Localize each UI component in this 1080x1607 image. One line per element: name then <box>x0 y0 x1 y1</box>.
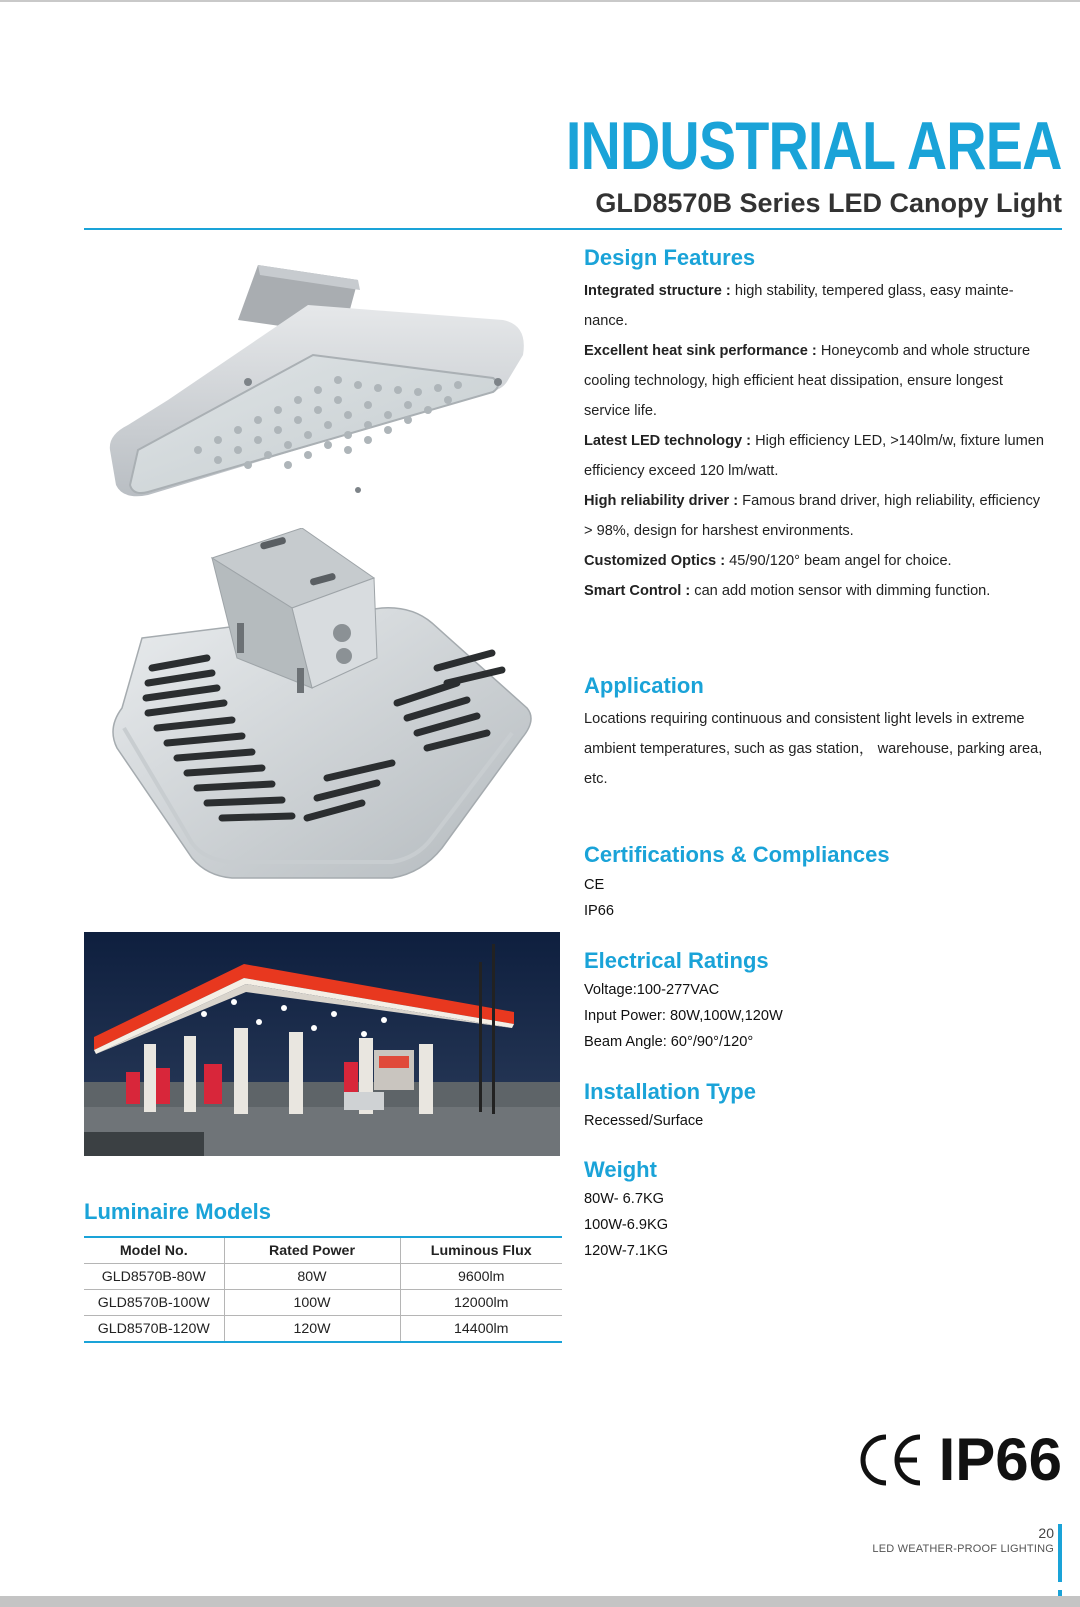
feature-continuation: > 98%, design for harshest environments. <box>584 523 854 539</box>
column-header: Model No. <box>84 1237 224 1264</box>
footer-accent-gap <box>1058 1582 1062 1590</box>
feature-item: Excellent heat sink performance : Honeycomb and whole structure <box>584 343 1031 359</box>
list-item: Recessed/Surface <box>584 1113 704 1129</box>
luminaire-models-heading: Luminaire Models <box>84 1199 272 1224</box>
feature-item: Latest LED technology : High efficiency LED, >140lm/w, fixture lumen <box>584 433 1044 449</box>
footer-section-label: LED WEATHER-PROOF LIGHTING <box>872 1543 1054 1555</box>
feature-continuation: service life. <box>584 403 657 419</box>
page-number: 20 <box>1038 1525 1054 1541</box>
column-header: Luminous Flux <box>400 1237 562 1264</box>
installation-type-list <box>584 1108 1064 1134</box>
table-row: GLD8570B-120W 120W 14400lm <box>84 1316 562 1343</box>
weight-list <box>584 1186 1064 1264</box>
gas-station-photo <box>84 932 560 1156</box>
list-item: 80W- 6.7KG <box>584 1191 665 1207</box>
feature-item: Integrated structure : high stability, tempered glass, easy mainte- <box>584 283 1014 299</box>
feature-item: Customized Optics : 45/90/120° beam angel for choice. <box>584 553 952 569</box>
feature-continuation: cooling technology, high efficient heat dissipation, ensure longest <box>584 373 1003 389</box>
ip66-label: IP66 <box>938 1426 1062 1493</box>
product-subtitle: GLD8570B Series LED Canopy Light <box>595 188 1062 218</box>
list-item: Voltage:100-277VAC <box>584 982 720 998</box>
application-text: Locations requiring continuous and consistent light levels in extreme ambient temperatures, such as gas station， warehouse, parking area, etc. <box>584 711 1043 787</box>
canopy-light-back-view-image <box>112 528 542 898</box>
installation-type-heading: Installation Type <box>584 1079 756 1104</box>
table-row: GLD8570B-80W 80W 9600lm <box>84 1264 562 1290</box>
title-divider <box>84 228 1062 230</box>
electrical-ratings-list <box>584 977 1064 1055</box>
certifications-heading: Certifications & Compliances <box>584 842 890 867</box>
certifications-list <box>584 872 1064 924</box>
column-header: Rated Power <box>224 1237 400 1264</box>
feature-continuation: nance. <box>584 313 628 329</box>
list-item: 120W-7.1KG <box>584 1243 669 1259</box>
design-features-heading: Design Features <box>584 245 756 270</box>
feature-item: Smart Control : can add motion sensor with dimming function. <box>584 583 991 599</box>
page-title: INDUSTRIAL AREA <box>566 108 1062 184</box>
list-item: 100W-6.9KG <box>584 1217 669 1233</box>
feature-item: High reliability driver : Famous brand driver, high reliability, efficiency <box>584 493 1041 509</box>
list-item: Beam Angle: 60°/90°/120° <box>584 1034 754 1050</box>
ce-ip66-logo <box>859 1426 1062 1493</box>
application-heading: Application <box>584 673 704 698</box>
electrical-ratings-heading: Electrical Ratings <box>584 948 769 973</box>
table-header-row <box>84 1237 562 1264</box>
top-border <box>0 0 1080 2</box>
list-item: IP66 <box>584 903 615 919</box>
design-features-list <box>584 276 1064 606</box>
luminaire-models-table <box>84 1236 562 1343</box>
canopy-light-top-view-image <box>108 260 538 520</box>
list-item: Input Power: 80W,100W,120W <box>584 1008 783 1024</box>
list-item: CE <box>584 877 605 893</box>
ce-mark-icon <box>859 1433 925 1487</box>
weight-heading: Weight <box>584 1157 657 1182</box>
bottom-border <box>0 1596 1080 1607</box>
feature-continuation: efficiency exceed 120 lm/watt. <box>584 463 779 479</box>
table-row: GLD8570B-100W 100W 12000lm <box>84 1290 562 1316</box>
